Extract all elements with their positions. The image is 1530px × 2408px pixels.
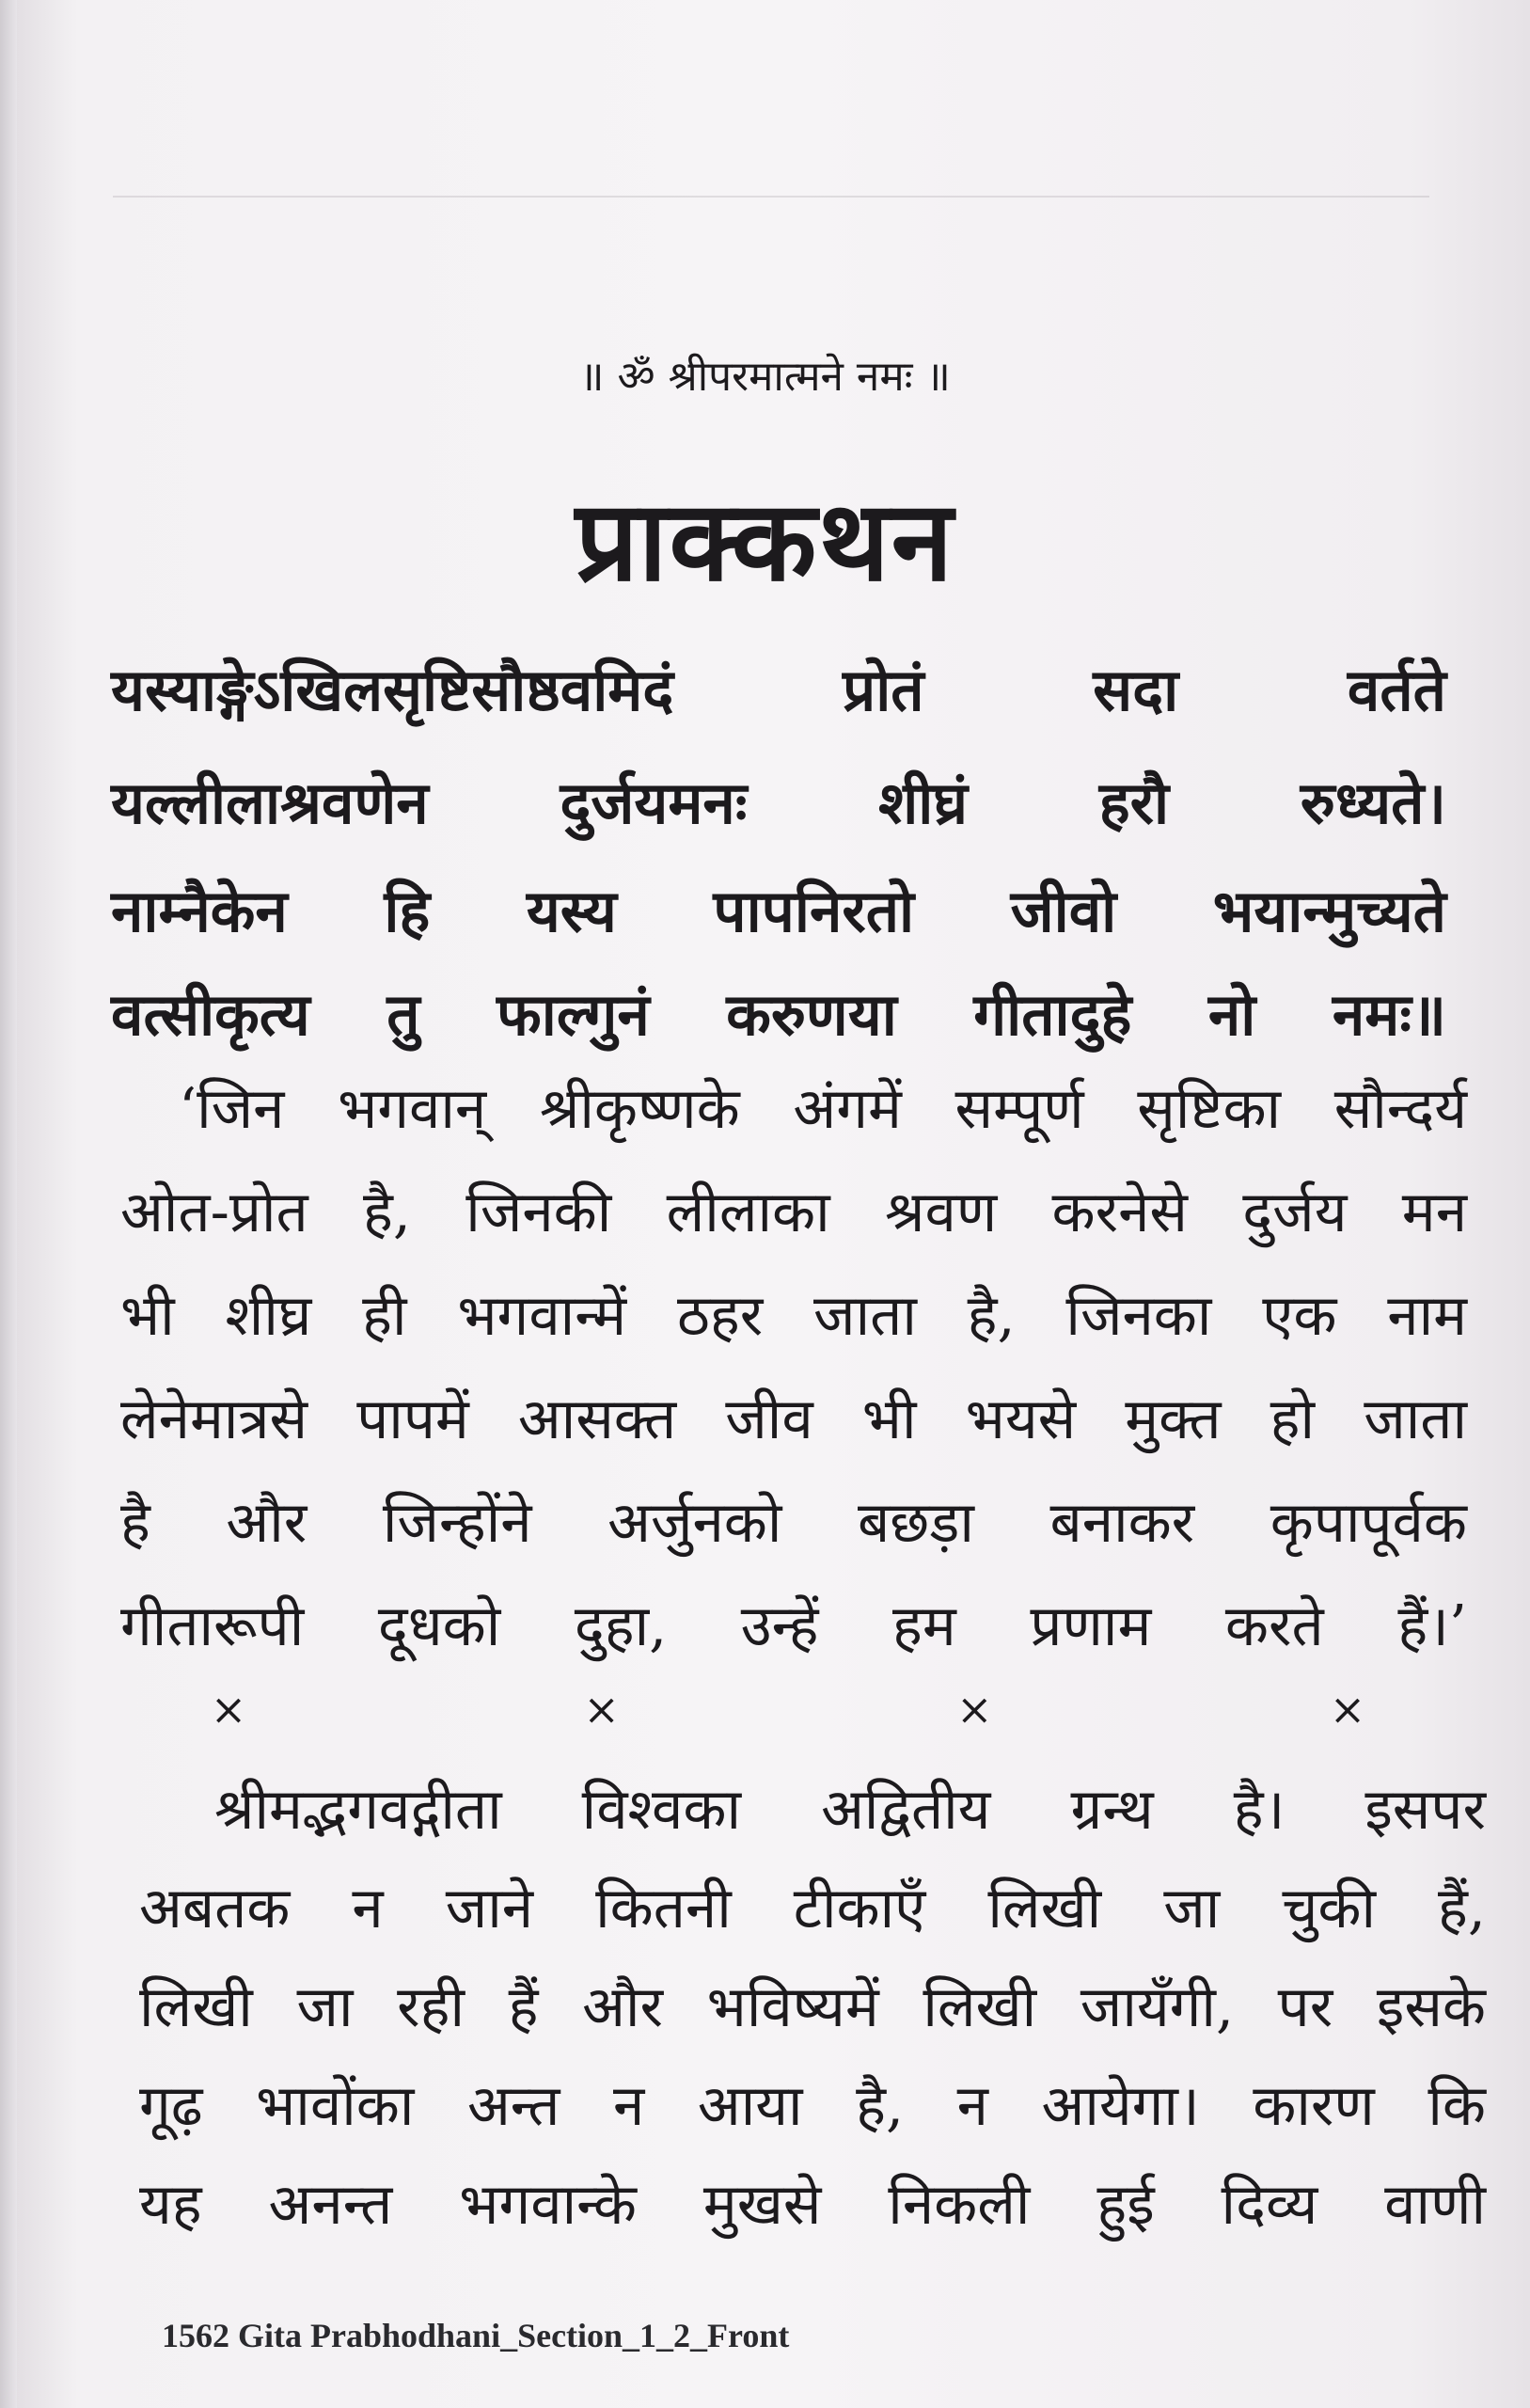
shloka-line: यस्याङ्गेऽखिलसृष्टिसौष्ठवमिदं प्रोतं सदा वर्तते bbox=[111, 656, 1446, 724]
shloka-line: वत्सीकृत्य तु फाल्गुनं करुणया गीतादुहे नो नमः॥ bbox=[111, 980, 1446, 1049]
translation-line: ओत-प्रोत है, जिनकी लीलाका श्रवण करनेसे दुर्जय मन bbox=[120, 1180, 1467, 1245]
separator-mark: × bbox=[1329, 1684, 1366, 1735]
print-slug-footer: 1562 Gita Prabhodhani_Section_1_2_Front bbox=[162, 2317, 790, 2354]
separator-mark: × bbox=[210, 1684, 247, 1735]
body-line: श्रीमद्भगवद्गीता विश्वका अद्वितीय ग्रन्थ है। इसपर bbox=[214, 1777, 1486, 1843]
translation-line: लेनेमात्रसे पापमें आसक्त जीव भी भयसे मुक्त हो जाता bbox=[120, 1386, 1467, 1452]
section-separator bbox=[205, 1684, 1371, 1735]
translation-line: भी शीघ्र ही भगवान्में ठहर जाता है, जिनका एक नाम bbox=[120, 1283, 1467, 1349]
translation-line: गीतारूपी दूधको दुहा, उन्हें हम प्रणाम करते हैं।’ bbox=[120, 1593, 1467, 1659]
translation-line: ‘जिन भगवान् श्रीकृष्णके अंगमें सम्पूर्ण सृष्टिका सौन्दर्य bbox=[179, 1076, 1467, 1142]
body-line: गूढ़ भावोंका अन्त न आया है, न आयेगा। कारण कि bbox=[139, 2073, 1486, 2139]
separator-mark: × bbox=[583, 1684, 620, 1735]
shloka-line: नाम्नैकेन हि यस्य पापनिरतो जीवो भयान्मुच्यते bbox=[111, 877, 1446, 945]
shloka-line: यल्लीलाश्रवणेन दुर्जयमनः शीघ्रं हरौ रुध्यते। bbox=[111, 768, 1446, 837]
page-title: प्राक्कथन bbox=[575, 475, 955, 606]
body-line: लिखी जा रही हैं और भविष्यमें लिखी जायँगी, पर इसके bbox=[139, 1974, 1486, 2040]
invocation-line: ॥ ॐ श्रीपरमात्मने नमः ॥ bbox=[579, 353, 951, 401]
separator-mark: × bbox=[956, 1684, 993, 1735]
body-line: अबतक न जाने कितनी टीकाएँ लिखी जा चुकी हैं, bbox=[139, 1876, 1486, 1941]
translation-line: है और जिन्होंने अर्जुनको बछड़ा बनाकर कृपापूर्वक bbox=[120, 1490, 1467, 1556]
body-line: यह अनन्त भगवान्के मुखसे निकली हुई दिव्य वाणी bbox=[139, 2172, 1486, 2238]
bleed-through-rule bbox=[113, 196, 1429, 198]
